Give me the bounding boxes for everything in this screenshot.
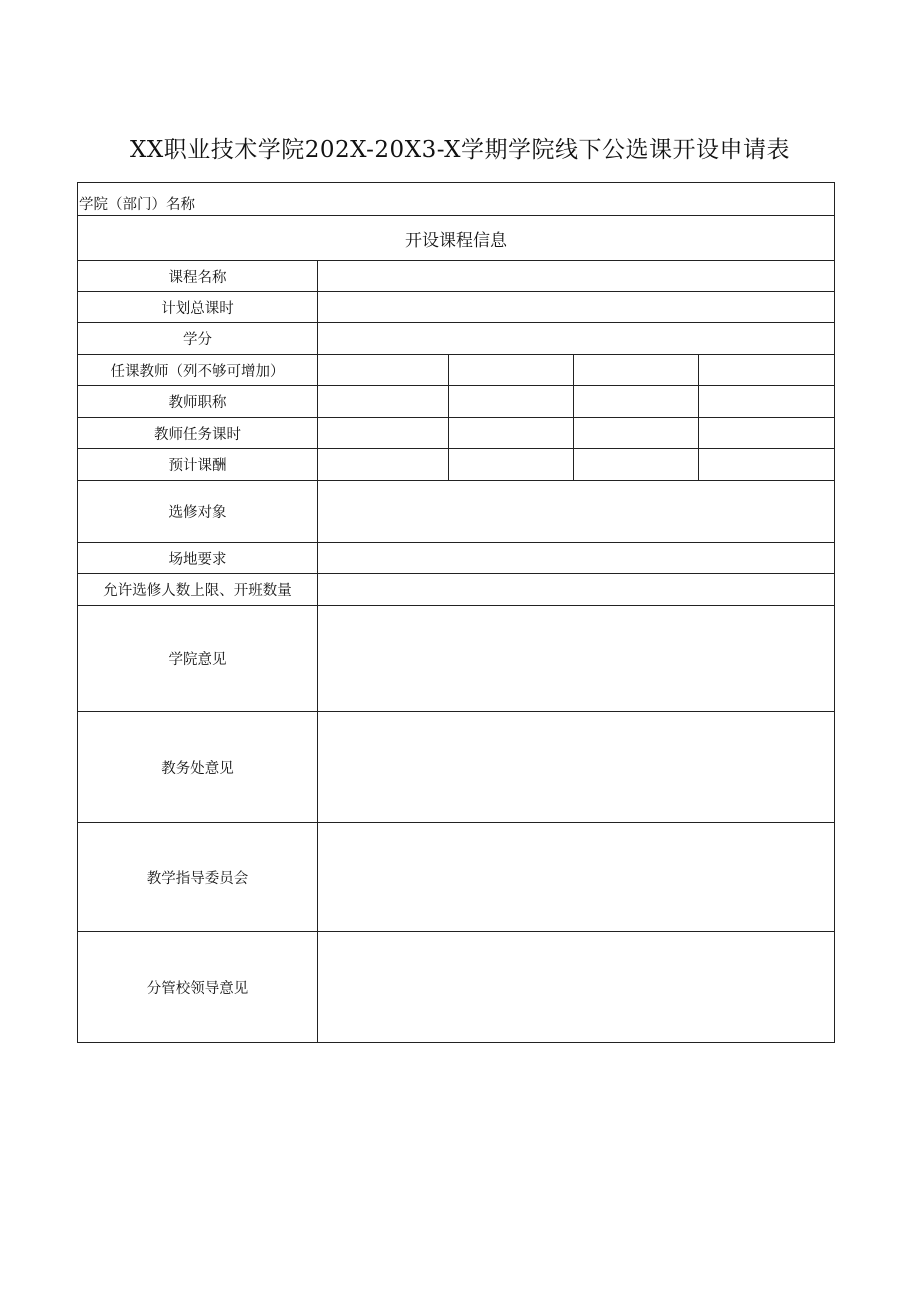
- target-students-row: [78, 481, 835, 543]
- enrollment-limit-row: [78, 574, 835, 606]
- section-header: 开设课程信息: [78, 216, 835, 261]
- department-label: 学院（部门）名称: [78, 183, 835, 216]
- teacher-cell-3[interactable]: [574, 355, 699, 386]
- college-opinion-label: 学院意见: [78, 606, 318, 712]
- venue-label: 场地要求: [78, 543, 318, 574]
- college-opinion-field[interactable]: [318, 606, 835, 712]
- teacher-cell-1[interactable]: [318, 355, 449, 386]
- leader-opinion-row: [78, 932, 835, 1043]
- planned-hours-field[interactable]: [318, 292, 835, 323]
- teacher-cell-4[interactable]: [699, 355, 835, 386]
- expected-pay-cell-4[interactable]: [699, 449, 835, 481]
- teacher-title-label: 教师职称: [78, 386, 318, 418]
- venue-field[interactable]: [318, 543, 835, 574]
- expected-pay-label: 预计课酬: [78, 449, 318, 481]
- course-name-label: 课程名称: [78, 261, 318, 292]
- application-form-table: [77, 182, 835, 1043]
- college-opinion-row: [78, 606, 835, 712]
- planned-hours-label: 计划总课时: [78, 292, 318, 323]
- planned-hours-row: [78, 292, 835, 323]
- expected-pay-cell-2[interactable]: [449, 449, 574, 481]
- section-header-row: [78, 216, 835, 261]
- teacher-title-cell-1[interactable]: [318, 386, 449, 418]
- course-name-field[interactable]: [318, 261, 835, 292]
- teacher-title-cell-4[interactable]: [699, 386, 835, 418]
- teacher-hours-cell-1[interactable]: [318, 418, 449, 449]
- teacher-title-row: [78, 386, 835, 418]
- academic-affairs-opinion-field[interactable]: [318, 712, 835, 823]
- academic-affairs-opinion-label: 教务处意见: [78, 712, 318, 823]
- teacher-hours-row: [78, 418, 835, 449]
- credits-field[interactable]: [318, 323, 835, 355]
- target-students-field[interactable]: [318, 481, 835, 543]
- teaching-committee-field[interactable]: [318, 823, 835, 932]
- expected-pay-cell-1[interactable]: [318, 449, 449, 481]
- credits-row: [78, 323, 835, 355]
- target-students-label: 选修对象: [78, 481, 318, 543]
- enrollment-limit-label: 允许选修人数上限、开班数量: [78, 574, 318, 606]
- leader-opinion-field[interactable]: [318, 932, 835, 1043]
- expected-pay-row: [78, 449, 835, 481]
- teacher-title-cell-2[interactable]: [449, 386, 574, 418]
- teacher-hours-cell-2[interactable]: [449, 418, 574, 449]
- academic-affairs-opinion-row: [78, 712, 835, 823]
- teacher-title-cell-3[interactable]: [574, 386, 699, 418]
- venue-row: [78, 543, 835, 574]
- teaching-committee-label: 教学指导委员会: [78, 823, 318, 932]
- leader-opinion-label: 分管校领导意见: [78, 932, 318, 1043]
- teacher-hours-cell-3[interactable]: [574, 418, 699, 449]
- credits-label: 学分: [78, 323, 318, 355]
- expected-pay-cell-3[interactable]: [574, 449, 699, 481]
- teachers-row: [78, 355, 835, 386]
- teacher-hours-cell-4[interactable]: [699, 418, 835, 449]
- teacher-hours-label: 教师任务课时: [78, 418, 318, 449]
- teaching-committee-row: [78, 823, 835, 932]
- enrollment-limit-field[interactable]: [318, 574, 835, 606]
- teacher-cell-2[interactable]: [449, 355, 574, 386]
- teachers-label: 任课教师（列不够可增加）: [78, 355, 318, 386]
- department-row: [78, 183, 835, 216]
- page-title: XX职业技术学院202X-20X3-X学期学院线下公选课开设申请表: [129, 137, 791, 163]
- course-name-row: [78, 261, 835, 292]
